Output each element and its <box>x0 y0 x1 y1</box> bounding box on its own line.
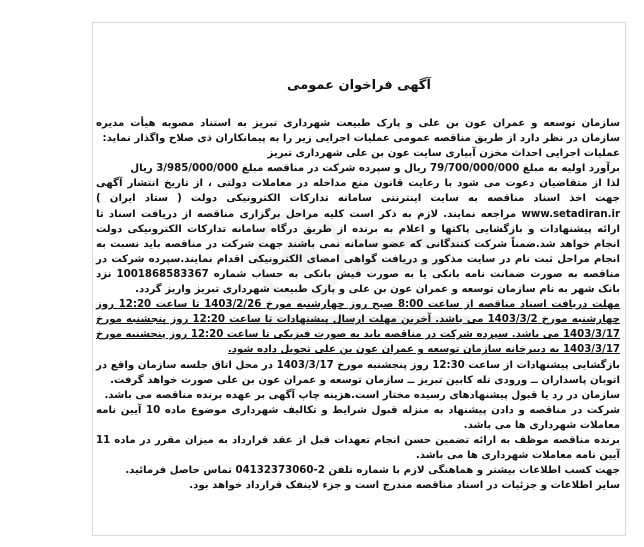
opening-paragraph: بازگشایی پیشنهادات از ساعت 12:30 روز پنجشنبه مورخ 1403/3/17 در محل اتاق جلسه سازمان واقع در اتوبان پاسداران ــ ورودی تله کابین تبریز ــ سازمان توسعه و عمران عون بن علی صورت خواهد گرفت. <box>96 359 620 386</box>
rights-paragraph: سازمان در رد یا قبول پیشنهادهای رسیده مختار است.هزینه چاپ آگهی بر عهده برنده مناقصه می باشد. <box>104 389 620 401</box>
project-title: عملیات اجرایی احداث مخزن آبیاری سایت عون بن علی شهرداری تبریز <box>267 148 620 160</box>
deadlines-paragraph: مهلت دریافت اسناد مناقصه از ساعت 8:00 صبح روز چهارشنبه مورخ 1403/2/26 تا ساعت 12:20 روز چهارشنبه مورخ 1403/3/2 می باشد. آخرین مهلت ارسال پیشنهادات تا ساعت 12:20 روز پنجشنبه مورخ 1403/3/17 می باشد. سپرده شرکت در مناقصه باید به صورت فیزیکی تا ساعت 12:20 روز پنجشنبه مورخ 1403/3/17 به دبیرخانه سازمان توسعه و عمران عون بن علی تحویل داده شود. <box>96 299 620 356</box>
article-11-paragraph: برنده مناقصه موظف به ارائه تضمین حسن انجام تعهدات قبل از عقد قرارداد به میزان مقرر در ماده 11 آیین نامه معاملات شهرداری ها می باشد. <box>96 434 620 462</box>
contact-paragraph: جهت کسب اطلاعات بیشتر و هماهنگی لازم با شماره تلفن 2-04132373060 تماس حاصل فرمائید. <box>125 465 620 477</box>
instructions-paragraph: لذا از متقاضیان دعوت می شود با رعایت قانون منع مداخله در معاملات دولتی ، از تاریخ انتشار آگهی جهت اخذ اسناد مناقصه به سایت اینترنتی سامانه تدارکات الکترونیکی دولت ( ستاد ایران ) www.setadiran.ir مراجعه نمایند. لازم به ذکر است کلیه مراحل برگزاری مناقصه از دریافت اسناد تا ارائه پیشنهادات و بازگشایی پاکتها و اعلام به برنده از طریق درگاه سامانه تدارکات الکترونیکی دولت انجام خواهد شد.ضمناً شرکت کنندگانی که عضو سامانه نمی باشند جهت شرکت در مناقصه باید نسبت به انجام مراحل ثبت نام در سایت مذکور و دریافت گواهی امضای الکترونیکی اقدام نمایند.سپرده شرکت در مناقصه به صورت ضمانت نامه بانکی یا به صورت فیش بانکی به حساب شماره 1001868583367 نزد بانک شهر به نام سازمان توسعه و عمران عون بن علی و پارک طبیعت شهرداری تبریز واریز گردد. <box>96 178 621 296</box>
other-info-paragraph: سایر اطلاعات و جزئیات در اسناد مناقصه مندرج است و جزء لاینفک قرارداد خواهد بود. <box>189 480 620 492</box>
intro-paragraph: سازمان توسعه و عمران عون بن علی و پارک طبیعت شهرداری تبریز به استناد مصوبه هیأت مدیره سازمان در نظر دارد از طریق مناقصه عمومی عملیات اجرایی زیر را به پیمانکاران ذی صلاح واگذار نماید: <box>96 118 620 145</box>
article-10-paragraph: شرکت در مناقصه و دادن پیشنهاد به منزله قبول شرایط و تکالیف شهرداری موضوع ماده 10 آیین نامه معاملات شهرداری ها می باشد. <box>96 404 620 431</box>
estimate-paragraph: برآورد اولیه به مبلغ 79/700/000/000 ریال و سپرده شرکت در مناقصه مبلغ 3/985/000/000 ریال <box>130 163 620 175</box>
notice-body <box>96 116 620 493</box>
notice-title: آگهی فراخوان عمومی <box>287 78 431 93</box>
